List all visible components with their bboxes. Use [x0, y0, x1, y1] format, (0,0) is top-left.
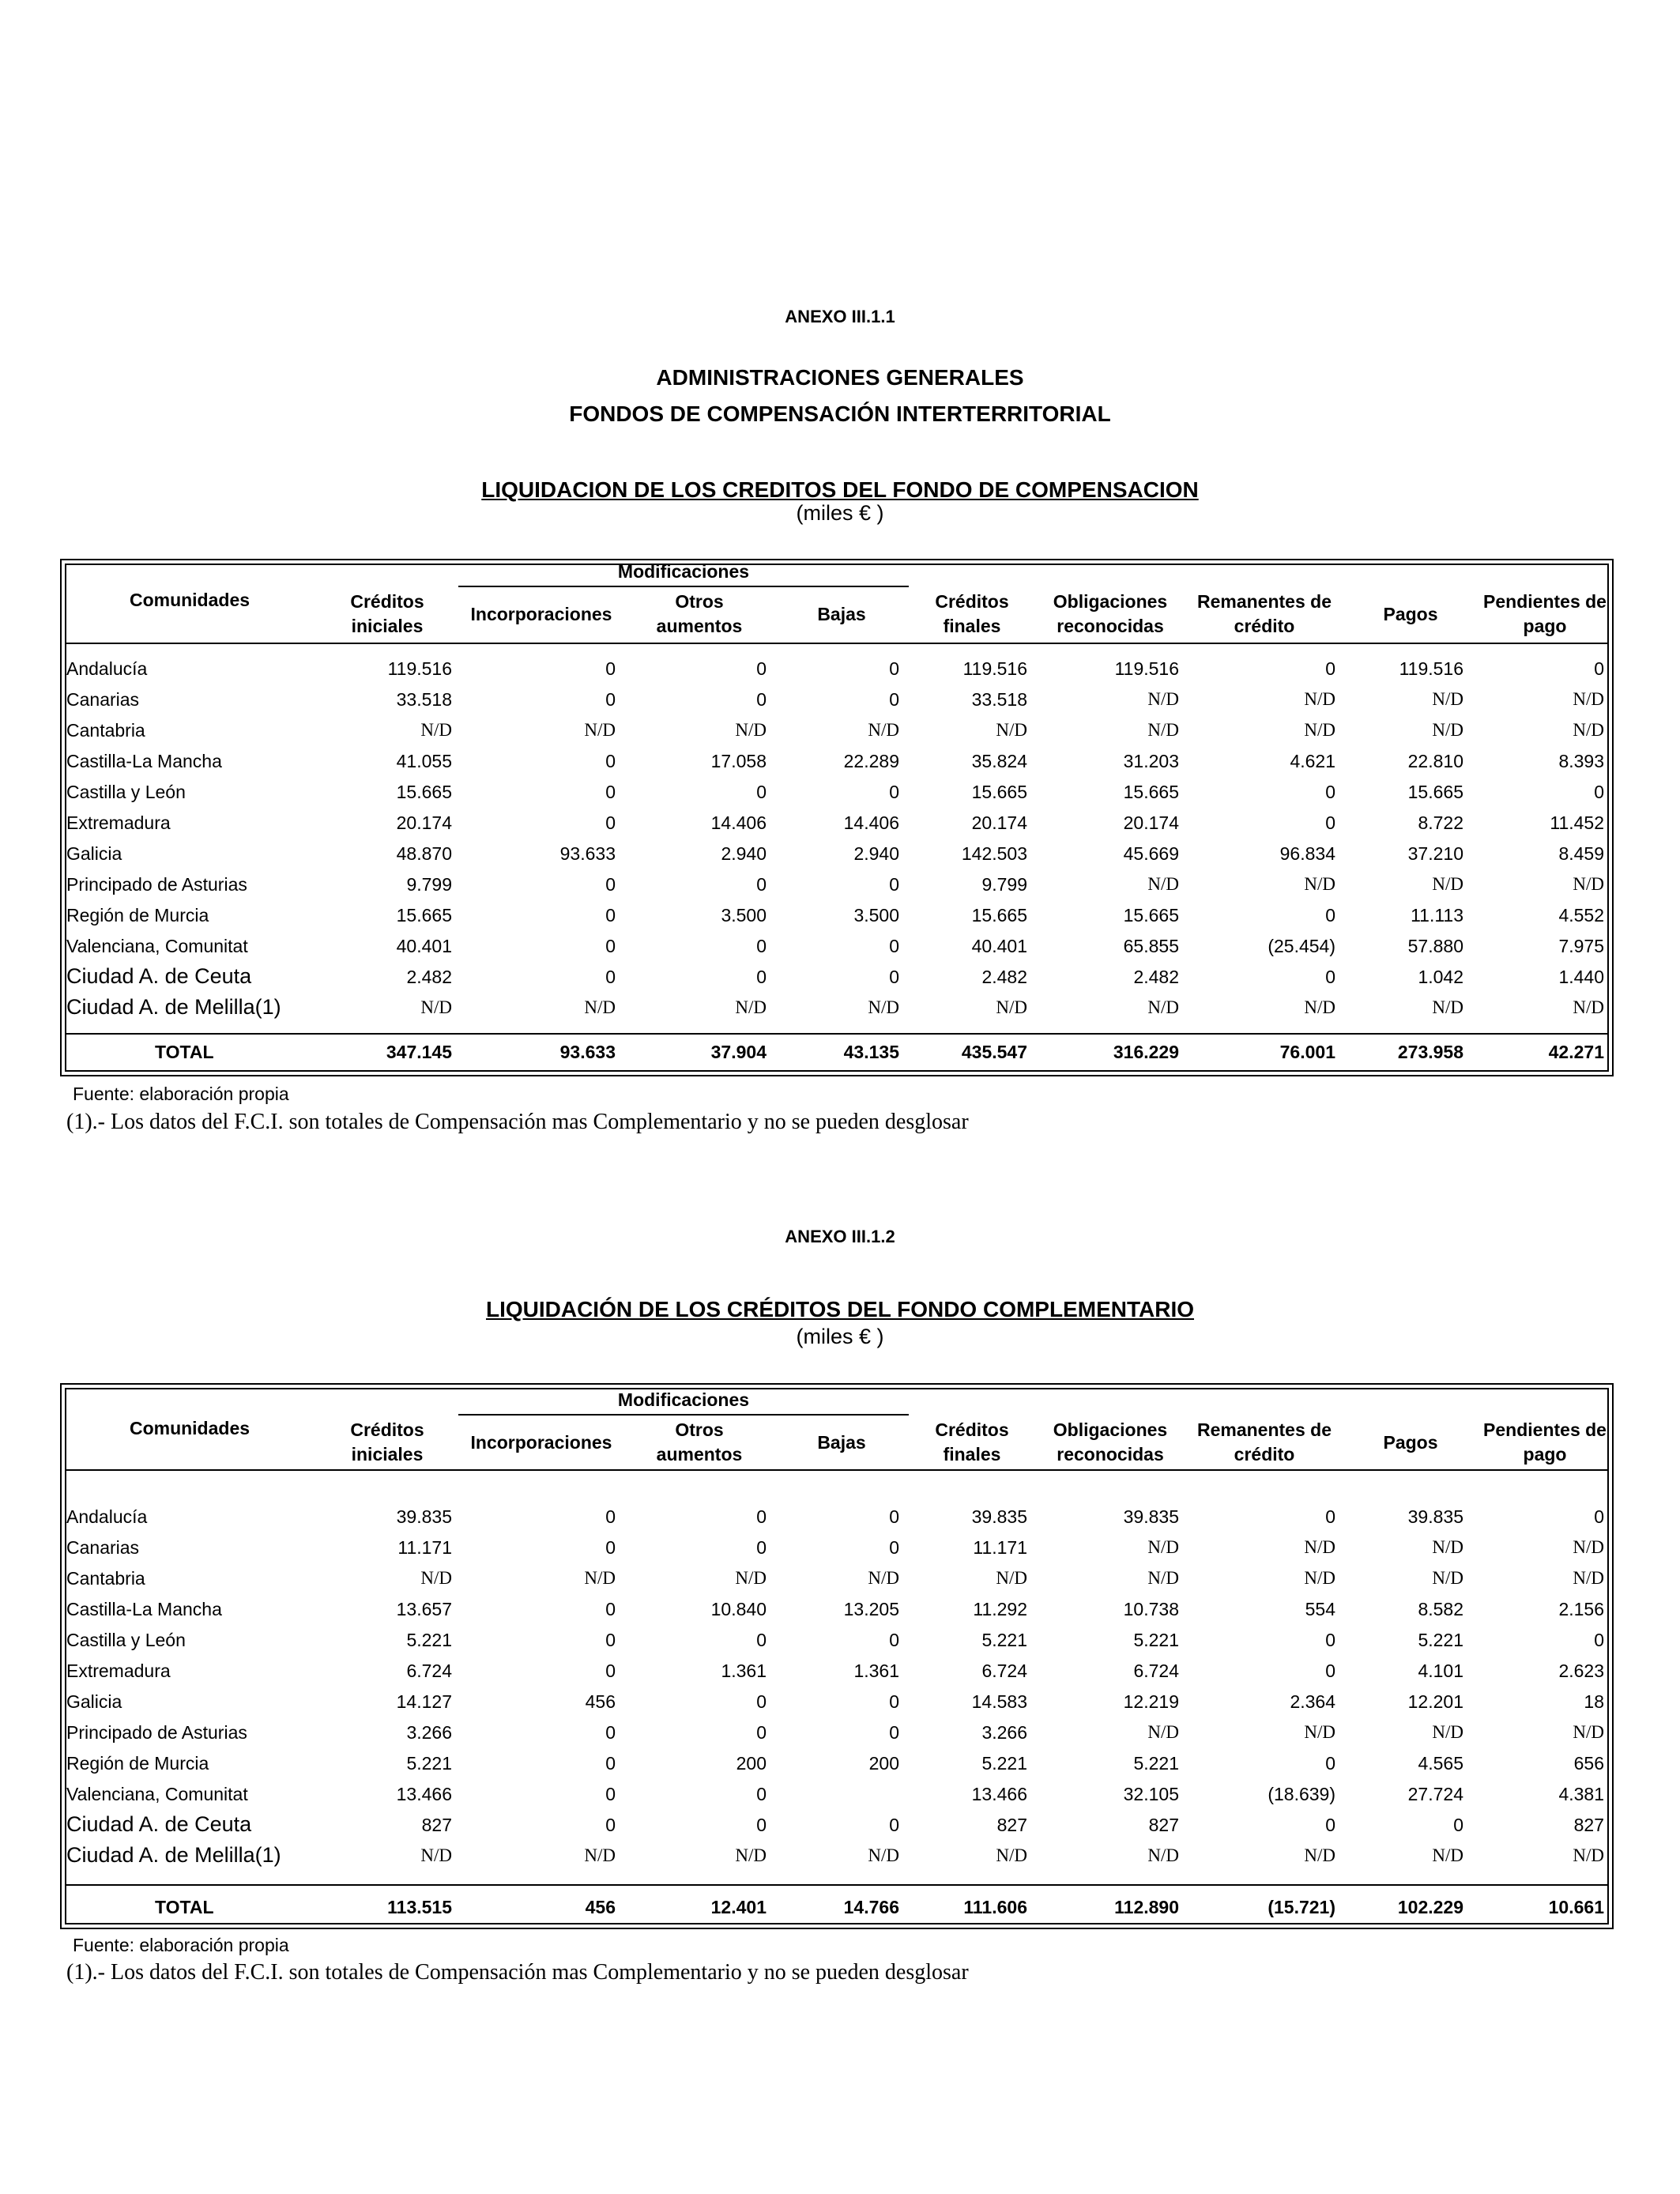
table-cell: N/D	[420, 720, 452, 740]
row-label: Galicia	[66, 1691, 122, 1712]
table-cell: N/D	[1573, 689, 1604, 709]
section-title-1: LIQUIDACION DE LOS CREDITOS DEL FONDO DE COMPENSACION	[481, 477, 1199, 502]
table-cell: 0	[889, 936, 899, 956]
total-cell: 456	[585, 1897, 616, 1917]
table-cell: 0	[605, 658, 616, 679]
column-header-bajas: Bajas	[817, 604, 866, 624]
row-label: Galicia	[66, 843, 122, 864]
table-cell: 2.482	[981, 967, 1027, 987]
table-cell: 0	[889, 658, 899, 679]
table-cell: N/D	[584, 720, 616, 740]
table-cell: 4.381	[1558, 1784, 1604, 1804]
table-cell: 0	[1325, 967, 1335, 987]
row-label: Castilla y León	[66, 1630, 186, 1650]
table-cell: N/D	[1304, 1722, 1335, 1742]
column-header-bajas: Bajas	[817, 1432, 866, 1453]
table-cell: 15.665	[1123, 782, 1179, 802]
table-cell: N/D	[735, 720, 767, 740]
table-cell: N/D	[1432, 1537, 1463, 1557]
table-cell: 5.221	[981, 1630, 1027, 1650]
table-cell: 827	[1573, 1815, 1604, 1835]
column-header-obligaciones: Obligaciones reconocidas	[1053, 591, 1168, 636]
column-header-creditos-finales: Créditos finales	[935, 1419, 1009, 1465]
table-cell: N/D	[868, 720, 899, 740]
table-cell: 1.361	[721, 1661, 767, 1681]
table-cell: 0	[756, 1506, 767, 1527]
table-cell: 0	[1325, 782, 1335, 802]
table-cell: N/D	[1147, 1568, 1179, 1588]
total-cell: 42.271	[1548, 1042, 1604, 1062]
table-cell: 14.127	[396, 1691, 452, 1712]
table-cell: N/D	[1147, 874, 1179, 894]
table-cell: 0	[756, 1722, 767, 1743]
table-cell: 2.482	[1133, 967, 1179, 987]
row-label: Extremadura	[66, 1661, 171, 1681]
anexo-label-1: ANEXO III.1.1	[785, 307, 895, 326]
column-header-otros-aumentos: Otros aumentos	[656, 591, 743, 636]
table-cell: N/D	[1573, 1568, 1604, 1588]
table-cell: 13.205	[843, 1599, 899, 1619]
table-cell: 1.440	[1558, 967, 1604, 987]
table-cell: 0	[605, 1630, 616, 1650]
table-cell: 119.516	[387, 658, 452, 679]
row-label: Extremadura	[66, 812, 171, 833]
total-cell: 435.547	[961, 1042, 1027, 1062]
total-label: TOTAL	[155, 1042, 214, 1062]
table-cell: N/D	[996, 1568, 1027, 1588]
row-label: Canarias	[66, 1537, 140, 1558]
table-cell: N/D	[1304, 1845, 1335, 1865]
table-cell: 18	[1584, 1691, 1604, 1712]
table-cell: 1.042	[1418, 967, 1463, 987]
table-cell: N/D	[1304, 874, 1335, 894]
table-cell: 827	[1148, 1815, 1179, 1835]
table-cell: 0	[1325, 812, 1335, 833]
column-header-modificaciones: Modificaciones	[617, 561, 750, 582]
total-cell: 37.904	[710, 1042, 767, 1062]
table-cell: 2.940	[721, 843, 767, 864]
table-cell: 13.466	[971, 1784, 1027, 1804]
table-cell: 0	[605, 1722, 616, 1743]
row-label: Castilla-La Mancha	[66, 751, 222, 771]
table-cell: 0	[605, 812, 616, 833]
table-cell: 15.665	[971, 782, 1027, 802]
table-cell: 0	[605, 1815, 616, 1835]
table-cell: 15.665	[971, 905, 1027, 925]
fuente-label-1: Fuente: elaboración propia	[73, 1084, 289, 1104]
table-cell: N/D	[1147, 1722, 1179, 1742]
table-cell: 8.459	[1558, 843, 1604, 864]
table-cell: N/D	[735, 1845, 767, 1865]
total-divider	[65, 1884, 1609, 1886]
column-header-creditos-finales: Créditos finales	[935, 591, 1009, 636]
column-header-otros-aumentos: Otros aumentos	[656, 1419, 743, 1465]
table-cell: 0	[1325, 905, 1335, 925]
table-cell: N/D	[1304, 1568, 1335, 1588]
table-cell: 0	[889, 1815, 899, 1835]
units-label-2: (miles € )	[796, 1325, 884, 1348]
table-cell: 200	[736, 1753, 767, 1774]
table-cell: 15.665	[1407, 782, 1463, 802]
table-cell: 13.657	[396, 1599, 452, 1619]
table-cell: 2.482	[406, 967, 452, 987]
table-cell: 8.393	[1558, 751, 1604, 771]
table-cell: 0	[605, 1599, 616, 1619]
table-cell: 0	[889, 1630, 899, 1650]
table-cell: N/D	[1432, 1722, 1463, 1742]
table-cell: 0	[605, 1506, 616, 1527]
total-divider	[65, 1033, 1609, 1035]
table-cell: N/D	[1573, 1537, 1604, 1557]
column-header-remanentes: Remanentes de crédito	[1196, 1419, 1332, 1465]
table-cell: 13.466	[396, 1784, 452, 1804]
table-cell: 48.870	[396, 843, 452, 864]
table-cell: 65.855	[1123, 936, 1179, 956]
table-cell: 39.835	[396, 1506, 452, 1527]
table-cell: 4.552	[1558, 905, 1604, 925]
table-cell: 0	[756, 874, 767, 895]
table-cell: 0	[756, 936, 767, 956]
modificaciones-divider	[458, 586, 909, 587]
row-label: Cantabria	[66, 1568, 145, 1589]
table-cell: N/D	[1147, 720, 1179, 740]
table-cell: 14.406	[843, 812, 899, 833]
units-label-1: (miles € )	[796, 501, 884, 525]
column-header-pendientes: Pendientes de pago	[1483, 591, 1607, 636]
table-cell: 0	[1325, 658, 1335, 679]
table-cell: 0	[605, 782, 616, 802]
table-cell: 5.221	[406, 1753, 452, 1774]
table-cell: N/D	[1432, 689, 1463, 709]
table-cell: 31.203	[1123, 751, 1179, 771]
row-label: Valenciana, Comunitat	[66, 936, 248, 956]
total-cell: 76.001	[1279, 1042, 1335, 1062]
table-cell: 35.824	[971, 751, 1027, 771]
section-title-2: LIQUIDACIÓN DE LOS CRÉDITOS DEL FONDO COMPLEMENTARIO	[485, 1297, 1195, 1321]
table-cell: 41.055	[396, 751, 452, 771]
table-cell: 0	[1453, 1815, 1463, 1835]
table-cell: 0	[605, 1661, 616, 1681]
table-cell: 0	[756, 1815, 767, 1835]
table-cell: 6.724	[1133, 1661, 1179, 1681]
table-cell: 37.210	[1407, 843, 1463, 864]
table-cell: 2.940	[853, 843, 899, 864]
table-cell: 12.219	[1123, 1691, 1179, 1712]
table-cell: 0	[605, 689, 616, 710]
table-cell: N/D	[1147, 997, 1179, 1017]
total-label: TOTAL	[155, 1897, 214, 1917]
row-label: Principado de Asturias	[66, 1722, 247, 1743]
table-cell: N/D	[584, 1845, 616, 1865]
table-cell: 456	[585, 1691, 616, 1712]
total-cell: 43.135	[843, 1042, 899, 1062]
table-cell: 6.724	[406, 1661, 452, 1681]
table-cell: N/D	[1304, 997, 1335, 1017]
table-cell: 20.174	[396, 812, 452, 833]
table-cell: 33.518	[396, 689, 452, 710]
table-cell: 0	[1594, 1506, 1604, 1527]
table-cell: 119.516	[1114, 658, 1179, 679]
table-cell: 0	[1325, 1630, 1335, 1650]
table-cell: N/D	[1147, 1537, 1179, 1557]
total-cell: 111.606	[963, 1897, 1027, 1917]
table-cell: 11.171	[397, 1537, 452, 1558]
total-cell: 113.515	[387, 1897, 452, 1917]
table-cell: N/D	[1432, 720, 1463, 740]
table-cell: 20.174	[1123, 812, 1179, 833]
table-cell: 7.975	[1558, 936, 1604, 956]
table-cell: 0	[1325, 1506, 1335, 1527]
table-cell: 5.221	[1133, 1630, 1179, 1650]
page-title-line-1: ADMINISTRACIONES GENERALES	[656, 365, 1024, 390]
table-cell: 0	[605, 1537, 616, 1558]
row-label: Castilla-La Mancha	[66, 1599, 222, 1619]
table-cell: N/D	[1573, 997, 1604, 1017]
row-label: Valenciana, Comunitat	[66, 1784, 248, 1804]
table-cell: 0	[605, 967, 616, 987]
table-cell: 5.221	[981, 1753, 1027, 1774]
table-cell: 14.583	[971, 1691, 1027, 1712]
row-label: Andalucía	[66, 658, 148, 679]
table-cell: N/D	[1573, 1722, 1604, 1742]
table-cell: 14.406	[710, 812, 767, 833]
row-label: Andalucía	[66, 1506, 148, 1527]
table-cell: 17.058	[710, 751, 767, 771]
column-header-creditos-iniciales: Créditos iniciales	[350, 591, 424, 636]
footnote-1: (1).- Los datos del F.C.I. son totales de Compensación mas Complementario y no se pueden desglosar	[66, 1110, 969, 1134]
table-cell: 0	[1325, 1661, 1335, 1681]
table-cell: 0	[605, 751, 616, 771]
table-cell: 32.105	[1123, 1784, 1179, 1804]
table-cell: 0	[756, 782, 767, 802]
total-cell: 273.958	[1397, 1042, 1463, 1062]
table-cell: 4.565	[1418, 1753, 1463, 1774]
table-cell: N/D	[1304, 689, 1335, 709]
row-label: Canarias	[66, 689, 140, 710]
table-cell: N/D	[1432, 874, 1463, 894]
table-cell: 119.516	[1399, 658, 1463, 679]
table-cell: 15.665	[396, 782, 452, 802]
table-cell: 9.799	[406, 874, 452, 895]
table-cell: 10.738	[1123, 1599, 1179, 1619]
table-cell: 0	[1594, 658, 1604, 679]
table-cell: 0	[605, 905, 616, 925]
row-label: Región de Murcia	[66, 1753, 209, 1774]
table-cell: 22.810	[1407, 751, 1463, 771]
table-cell: N/D	[420, 1568, 452, 1588]
table-cell: N/D	[996, 1845, 1027, 1865]
table-cell: 33.518	[971, 689, 1027, 710]
table-cell: 0	[756, 1691, 767, 1712]
table-cell: 8.582	[1418, 1599, 1463, 1619]
table-cell: 3.500	[853, 905, 899, 925]
row-label: Ciudad A. de Melilla(1)	[66, 1843, 281, 1867]
footnote-2: (1).- Los datos del F.C.I. son totales de Compensación mas Complementario y no se pueden desglosar	[66, 1960, 969, 1985]
table-cell: 0	[756, 1784, 767, 1804]
table-cell: 39.835	[1407, 1506, 1463, 1527]
table-cell: 11.292	[973, 1599, 1027, 1619]
table-cell: 27.724	[1407, 1784, 1463, 1804]
column-header-creditos-iniciales: Créditos iniciales	[350, 1419, 424, 1465]
table-cell: N/D	[996, 997, 1027, 1017]
table-cell: N/D	[1147, 1845, 1179, 1865]
table-cell: 11.113	[1411, 905, 1463, 925]
table-cell: N/D	[868, 997, 899, 1017]
table-cell: 3.266	[981, 1722, 1027, 1743]
table-cell: 0	[889, 967, 899, 987]
table-cell: 2.623	[1558, 1661, 1604, 1681]
total-cell: 112.890	[1114, 1897, 1179, 1917]
table-cell: 15.665	[396, 905, 452, 925]
fuente-label-2: Fuente: elaboración propia	[73, 1935, 289, 1955]
table-cell: 12.201	[1407, 1691, 1463, 1712]
column-header-incorporaciones: Incorporaciones	[470, 604, 612, 624]
total-cell: 102.229	[1397, 1897, 1463, 1917]
total-cell: 316.229	[1113, 1042, 1179, 1062]
table-cell: N/D	[735, 997, 767, 1017]
table-cell: 39.835	[971, 1506, 1027, 1527]
row-label: Ciudad A. de Melilla(1)	[66, 995, 281, 1019]
table-cell: 39.835	[1123, 1506, 1179, 1527]
table-cell: 0	[605, 1753, 616, 1774]
table-cell: 10.840	[710, 1599, 767, 1619]
table-cell: 22.289	[843, 751, 899, 771]
column-header-obligaciones: Obligaciones reconocidas	[1053, 1419, 1168, 1465]
table-cell: 3.266	[406, 1722, 452, 1743]
table-cell: 0	[1325, 1815, 1335, 1835]
table-cell: 827	[996, 1815, 1027, 1835]
table-cell: 119.516	[962, 658, 1027, 679]
table-cell: 0	[605, 936, 616, 956]
column-header-comunidades: Comunidades	[129, 1418, 250, 1438]
page-title-line-2: FONDOS DE COMPENSACIÓN INTERTERRITORIAL	[569, 401, 1111, 426]
table-cell: 5.221	[406, 1630, 452, 1650]
table-cell: 0	[756, 1537, 767, 1558]
table-cell: N/D	[996, 720, 1027, 740]
table-cell: 0	[756, 1630, 767, 1650]
row-label: Ciudad A. de Ceuta	[66, 964, 252, 988]
column-header-remanentes: Remanentes de crédito	[1196, 591, 1332, 636]
table-cell: N/D	[1304, 720, 1335, 740]
table-cell: 0	[756, 967, 767, 987]
table-cell: 93.633	[559, 843, 616, 864]
row-label: Castilla y León	[66, 782, 186, 802]
column-header-incorporaciones: Incorporaciones	[470, 1432, 612, 1453]
table-cell: 45.669	[1123, 843, 1179, 864]
table-cell: 9.799	[981, 874, 1027, 895]
header-divider	[65, 1469, 1609, 1471]
row-label: Principado de Asturias	[66, 874, 247, 895]
row-label: Ciudad A. de Ceuta	[66, 1812, 252, 1836]
table-cell: N/D	[1432, 997, 1463, 1017]
table-cell: 40.401	[396, 936, 452, 956]
table-cell: 11.171	[973, 1537, 1027, 1558]
column-header-comunidades: Comunidades	[129, 590, 250, 610]
table-cell: N/D	[1432, 1845, 1463, 1865]
total-cell: (15.721)	[1268, 1897, 1335, 1917]
table-cell: N/D	[420, 997, 452, 1017]
table-cell: N/D	[735, 1568, 767, 1588]
table-cell: 96.834	[1279, 843, 1335, 864]
table-cell: 1.361	[853, 1661, 899, 1681]
table-cell: 0	[889, 689, 899, 710]
table-cell: N/D	[1147, 689, 1179, 709]
table-cell: 11.452	[1550, 812, 1604, 833]
table-cell: N/D	[584, 997, 616, 1017]
table-cell: 0	[1325, 1753, 1335, 1774]
total-cell: 93.633	[559, 1042, 616, 1062]
table-cell: 4.101	[1418, 1661, 1463, 1681]
table-cell: 0	[889, 1537, 899, 1558]
column-header-pagos: Pagos	[1383, 1432, 1438, 1453]
table-cell: 40.401	[971, 936, 1027, 956]
total-cell: 10.661	[1548, 1897, 1604, 1917]
table-cell: 0	[756, 689, 767, 710]
total-cell: 12.401	[710, 1897, 767, 1917]
table-cell: 0	[889, 782, 899, 802]
table-cell: (25.454)	[1268, 936, 1335, 956]
row-label: Cantabria	[66, 720, 145, 741]
modificaciones-divider	[458, 1414, 909, 1416]
table-cell: 20.174	[971, 812, 1027, 833]
table-cell: N/D	[584, 1568, 616, 1588]
table-cell: 2.156	[1558, 1599, 1604, 1619]
table-cell: N/D	[1304, 1537, 1335, 1557]
table-cell: 4.621	[1290, 751, 1335, 771]
table-cell: 5.221	[1133, 1753, 1179, 1774]
table-cell: 8.722	[1418, 812, 1463, 833]
table-cell: 2.364	[1290, 1691, 1335, 1712]
table-cell: 0	[605, 874, 616, 895]
total-cell: 347.145	[386, 1042, 452, 1062]
table-cell: 142.503	[961, 843, 1027, 864]
table-cell: N/D	[868, 1845, 899, 1865]
table-cell: N/D	[420, 1845, 452, 1865]
table-cell: 0	[1594, 782, 1604, 802]
table-cell: 0	[889, 1691, 899, 1712]
table-cell: 0	[889, 1722, 899, 1743]
table-cell: 15.665	[1123, 905, 1179, 925]
table-cell: 554	[1305, 1599, 1335, 1619]
table-cell: 656	[1573, 1753, 1604, 1774]
column-header-modificaciones: Modificaciones	[617, 1389, 750, 1410]
table-cell: N/D	[1573, 720, 1604, 740]
table-cell: 0	[1594, 1630, 1604, 1650]
table-cell: 827	[421, 1815, 452, 1835]
table-cell: 0	[605, 1784, 616, 1804]
total-cell: 14.766	[843, 1897, 899, 1917]
table-cell: 0	[756, 658, 767, 679]
table-cell: 0	[889, 1506, 899, 1527]
table-cell: N/D	[1573, 874, 1604, 894]
table-cell: 0	[889, 874, 899, 895]
table-cell: 5.221	[1418, 1630, 1463, 1650]
table-cell: N/D	[868, 1568, 899, 1588]
column-header-pendientes: Pendientes de pago	[1483, 1419, 1607, 1465]
header-divider	[65, 643, 1609, 644]
table-cell: N/D	[1573, 1845, 1604, 1865]
column-header-pagos: Pagos	[1383, 604, 1438, 624]
table-cell: (18.639)	[1268, 1784, 1335, 1804]
table-cell: N/D	[1432, 1568, 1463, 1588]
table-cell: 3.500	[721, 905, 767, 925]
table-cell: 57.880	[1407, 936, 1463, 956]
anexo-label-2: ANEXO III.1.2	[785, 1227, 895, 1246]
table-cell: 200	[868, 1753, 899, 1774]
row-label: Región de Murcia	[66, 905, 209, 925]
table-cell: 6.724	[981, 1661, 1027, 1681]
